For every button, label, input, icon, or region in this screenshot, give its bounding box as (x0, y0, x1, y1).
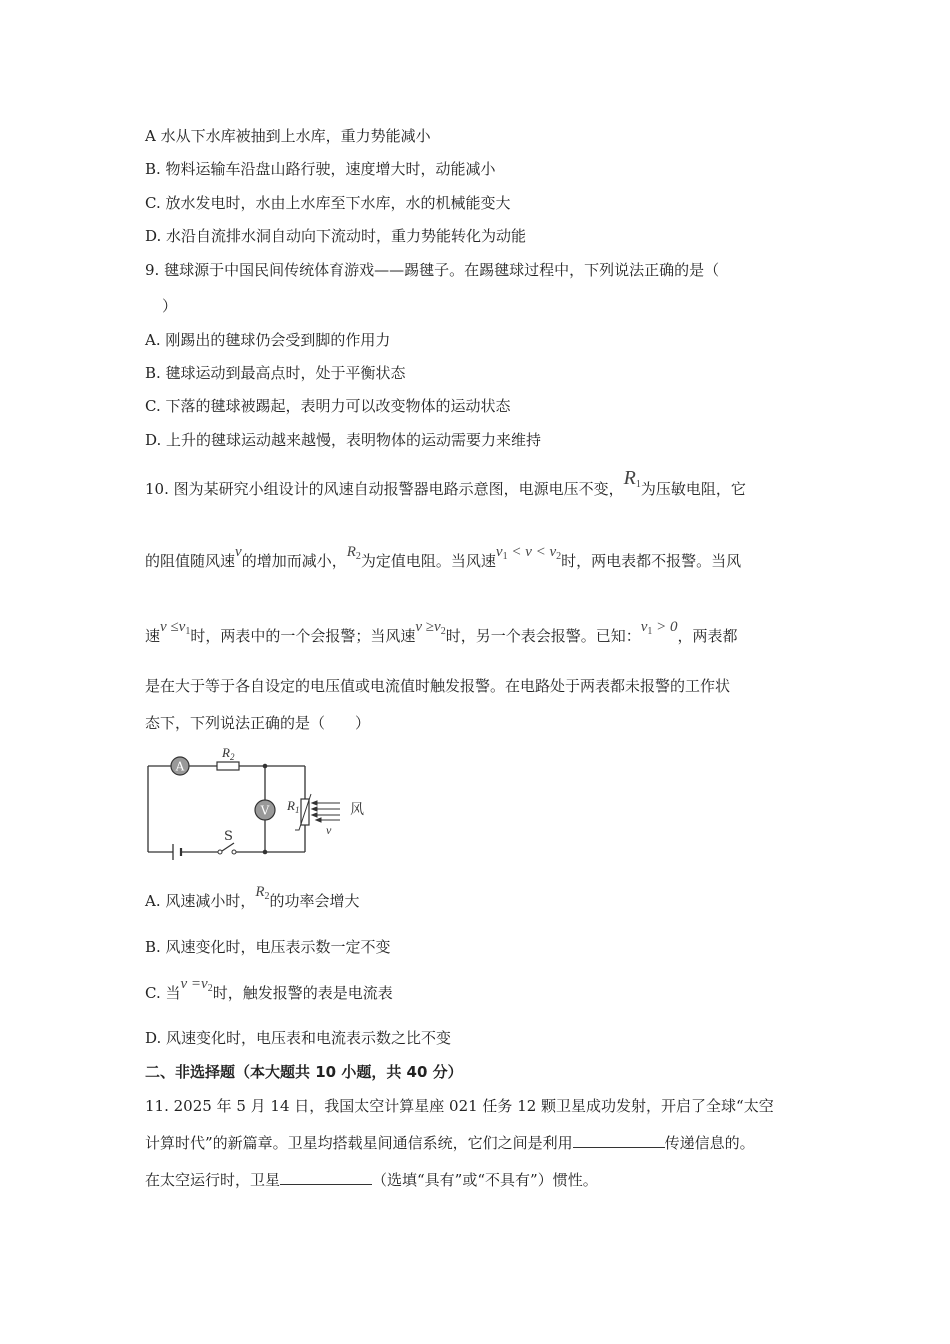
q10-line-5: 态下，下列说法正确的是（ ） (145, 714, 371, 732)
q8-option-c: C. 放水发电时，水由上水库至下水库，水的机械能变大 (145, 194, 511, 212)
ammeter-label: A (175, 759, 185, 774)
q10-line-1 (145, 467, 746, 505)
math-gt: $v_1 > 0$ (640, 619, 678, 637)
r2-label: $R_2$ (222, 745, 235, 762)
q11-line-3 (145, 1170, 598, 1190)
q10-text: 时，两电表都不报警。当风 (561, 552, 742, 570)
q10-line-3 (145, 619, 738, 652)
q10-option-d: D. 风速变化时，电压表和电流表示数之比不变 (145, 1029, 452, 1047)
q9-option-a: A. 刚踢出的毽球仍会受到脚的作用力 (145, 331, 391, 349)
wind-arrows-icon (312, 801, 340, 822)
math-eq: $v =v_2$ (180, 976, 213, 994)
q10-text: 时，另一个表会报警。已知： (445, 627, 641, 645)
math-r2: $R_2$ (346, 544, 361, 562)
q10-text: 10. 图为某研究小组设计的风速自动报警器电路示意图，电源电压不变， (145, 480, 624, 498)
q10-option-b: B. 风速变化时，电压表示数一定不变 (145, 938, 391, 956)
answer-blank[interactable] (573, 1133, 665, 1148)
switch-icon (222, 843, 234, 851)
q10-option-text: 的功率会增大 (269, 892, 360, 910)
math-ge: $v \ge v_2$ (415, 619, 446, 637)
junction-dot (263, 764, 268, 769)
switch-contact (218, 850, 222, 854)
junction-dot (263, 850, 268, 855)
q11-text: 在太空运行时，卫星 (145, 1171, 281, 1189)
q8-option-d: D. 水沿自流排水洞自动向下流动时，重力势能转化为动能 (145, 227, 527, 245)
q8-option-b: B. 物料运输车沿盘山路行驶，速度增大时，动能减小 (145, 160, 496, 178)
q9-option-d: D. 上升的毽球运动越来越慢，表明物体的运动需要力来维持 (145, 431, 542, 449)
resistor-r2 (217, 762, 239, 770)
circuit-diagram (140, 742, 380, 867)
q9-stem: 9. 毽球源于中国民间传统体育游戏——踢毽子。在踢毽球过程中，下列说法正确的是（ (145, 261, 720, 279)
math-range: $v_1 < v < v_2$ (495, 544, 562, 562)
r1-label: $R_1$ (287, 798, 300, 815)
q10-text: 速 (145, 627, 161, 645)
wind-label: 风 (350, 802, 364, 818)
q10-text: 的增加而减小， (241, 552, 347, 570)
math-r2: $R_2$ (255, 884, 270, 902)
q10-text: ，两表都 (677, 627, 738, 645)
q10-option-text: 时，触发报警的表是电流表 (212, 984, 393, 1002)
math-v: v (235, 544, 242, 560)
q10-line-2 (145, 544, 742, 577)
q11-line-1: 11. 2025 年 5 月 14 日，我国太空计算星座 021 任务 12 颗卫星成功发射，开启了全球“太空 (145, 1097, 774, 1115)
q10-option-text: A. 风速减小时， (145, 892, 256, 910)
q8-option-a: A 水从下水库被抽到上水库，重力势能减小 (145, 127, 431, 145)
q11-text: 计算时代”的新篇章。卫星均搭载星间通信系统，它们之间是利用 (145, 1134, 573, 1152)
q11-text: （选填“具有”或“不具有”）惯性。 (372, 1171, 598, 1189)
answer-blank[interactable] (280, 1170, 372, 1185)
q10-text: 为压敏电阻，它 (640, 480, 746, 498)
math-r1: $R_1$ (623, 467, 641, 490)
section-heading: 二、非选择题（本大题共 10 小题，共 40 分） (145, 1063, 463, 1081)
q9-option-c: C. 下落的毽球被踢起，表明力可以改变物体的运动状态 (145, 397, 511, 415)
q9-option-b: B. 毽球运动到最高点时，处于平衡状态 (145, 364, 406, 382)
q10-text: 的阻值随风速 (145, 552, 236, 570)
q10-text: 为定值电阻。当风速 (360, 552, 496, 570)
switch-label: S (224, 829, 233, 844)
math-le: $v \le v_1$ (160, 619, 191, 637)
switch-contact (232, 850, 236, 854)
q9-stem-close: ） (162, 297, 178, 315)
q11-text: 传递信息的。 (664, 1134, 755, 1152)
speed-label: v (326, 823, 332, 837)
voltmeter-label: V (260, 803, 270, 818)
q11-line-2 (145, 1133, 755, 1153)
q10-option-c (145, 976, 393, 1009)
q10-option-a (145, 884, 360, 917)
q10-option-text: C. 当 (145, 984, 181, 1002)
q10-text: 时，两表中的一个会报警；当风速 (190, 627, 416, 645)
q10-line-4: 是在大于等于各自设定的电压值或电流值时触发报警。在电路处于两表都未报警的工作状 (145, 677, 731, 695)
